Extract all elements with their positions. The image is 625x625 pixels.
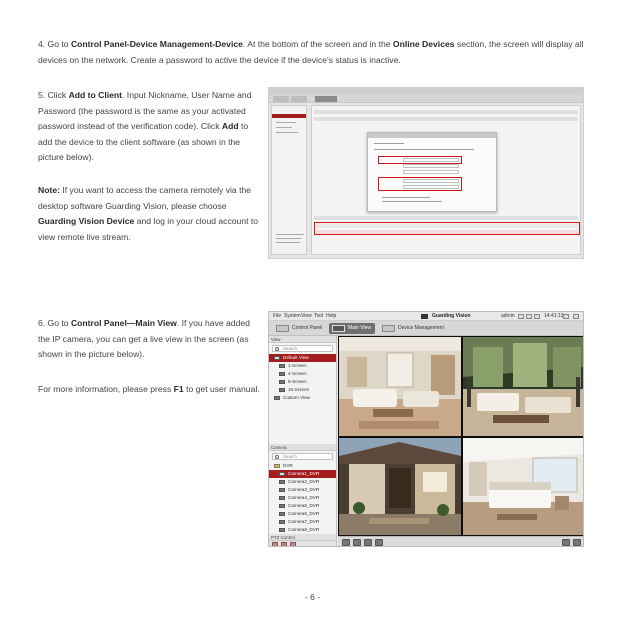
close-icon[interactable] — [573, 314, 579, 319]
user-label: admin — [501, 313, 515, 319]
camera-icon — [279, 520, 285, 524]
ptz-control-label: PTZ Control — [269, 534, 336, 541]
app-title: Guarding Vision — [432, 313, 471, 319]
menu-help[interactable]: Help — [326, 313, 337, 319]
tab-bar — [269, 95, 584, 103]
toolbar-icon[interactable] — [272, 542, 278, 547]
live-view-camera-3[interactable] — [339, 438, 461, 535]
add-device-dialog — [367, 132, 497, 212]
camera-icon — [279, 472, 285, 476]
camera-icon — [279, 496, 285, 500]
main-view-screenshot — [268, 311, 584, 547]
note-text: Note: If you want to access the camera remotely via the desktop software Guarding Vision, please choose Guarding Vision Device and log in your cloud account to view remote live stream. — [38, 185, 259, 242]
camera-item[interactable]: Camera2_DVR — [269, 478, 336, 486]
view-item-9-screen[interactable]: 9-Screen — [269, 378, 336, 386]
live-view-camera-2[interactable] — [463, 337, 584, 436]
note-label: Note: — [38, 185, 60, 195]
camera-item[interactable]: Camera5_DVR — [269, 502, 336, 510]
left-sidebar — [269, 336, 337, 547]
lock-icon[interactable] — [518, 314, 524, 319]
address-field[interactable] — [403, 164, 459, 168]
sidebar-toolbar — [269, 540, 336, 547]
app-logo-icon — [421, 314, 428, 319]
search-icon — [275, 455, 279, 459]
camera-icon — [279, 480, 285, 484]
camera-icon — [279, 512, 285, 516]
window-layout-icon[interactable] — [562, 539, 570, 546]
screen-layout-icon — [279, 364, 285, 368]
folder-icon — [274, 396, 280, 400]
camera-icon — [279, 528, 285, 532]
main-view-path: Control Panel—Main View — [70, 318, 177, 328]
live-view-camera-1[interactable] — [339, 337, 461, 436]
window-titlebar — [269, 88, 584, 95]
capture-icon[interactable] — [353, 539, 361, 546]
toolbar-icon[interactable] — [290, 542, 296, 547]
camera-icon — [279, 488, 285, 492]
view-search-input[interactable]: Search — [272, 345, 333, 352]
monitor-icon[interactable] — [526, 314, 532, 319]
view-item-1-screen[interactable]: 1-Screen — [269, 362, 336, 370]
tab — [315, 96, 337, 102]
step-6-text: 6. Go to Control Panel—Main View. If you have added the IP camera, you can get a live view in the screen (as shown in the picture below). — [38, 318, 250, 360]
view-item-custom[interactable]: Custom View — [269, 394, 336, 402]
camera-item[interactable]: Camera4_DVR — [269, 494, 336, 502]
menu-view[interactable]: View — [301, 313, 312, 319]
port-field[interactable] — [403, 170, 459, 174]
folder-icon — [274, 356, 280, 360]
camera-search-input[interactable]: Search — [272, 453, 333, 460]
selected-node — [272, 114, 306, 118]
control-panel-device-path: Control Panel-Device Management-Device — [70, 39, 243, 49]
fullscreen-icon[interactable] — [573, 539, 581, 546]
add-to-client-label: Add to Client — [68, 90, 123, 100]
camera-panel-title: Camera — [269, 444, 336, 451]
online-devices-highlight — [314, 222, 580, 235]
screen-layout-icon — [279, 388, 285, 392]
camera-icon — [279, 504, 285, 508]
tab — [291, 96, 307, 102]
menu-tool[interactable]: Tool — [314, 313, 324, 319]
view-item-4-screen[interactable]: 4-Screen — [269, 370, 336, 378]
view-item-default[interactable]: Default View — [269, 354, 336, 362]
camera-item[interactable]: Camera6_DVR — [269, 510, 336, 518]
screen-layout-icon — [279, 380, 285, 384]
camera-group-dvr[interactable]: DVR — [269, 462, 336, 470]
menu-bar — [269, 312, 584, 321]
camera-item[interactable]: Camera3_DVR — [269, 486, 336, 494]
menu-system[interactable]: System — [284, 313, 301, 319]
page-number: - 6 - — [304, 592, 321, 602]
main-tab-bar — [269, 321, 584, 336]
credentials-highlight — [378, 177, 462, 191]
minimize-icon[interactable] — [563, 314, 569, 319]
camera-item[interactable]: Camera7_DVR — [269, 518, 336, 526]
device-list-panel — [311, 105, 581, 255]
camera-item[interactable]: Camera1_DVR — [269, 470, 336, 478]
stop-all-icon[interactable] — [342, 539, 350, 546]
tab-main-view[interactable]: Main View — [329, 323, 375, 334]
device-management-icon — [382, 325, 395, 332]
screen-layout-icon — [279, 372, 285, 376]
step-5-text: 5. Click Add to Client. Input Nickname, User Name and Password (the password is the same as your activated password instead of the verification code). Click Add to add the device to the client software (as shown in the picture below). — [38, 90, 252, 163]
add-label: Add — [221, 121, 239, 132]
main-view-icon — [332, 325, 345, 332]
calendar-icon[interactable] — [534, 314, 540, 319]
folder-icon — [274, 464, 280, 468]
live-view-grid — [338, 336, 584, 536]
live-view-camera-4[interactable] — [463, 438, 584, 535]
f1-key-label: F1 — [173, 384, 184, 394]
tab-control-panel[interactable]: Control Panel — [273, 323, 325, 334]
camera-item[interactable]: Camera8_DVR — [269, 526, 336, 534]
clock-time: 14:41:13 — [544, 313, 564, 319]
toolbar-icon[interactable] — [281, 542, 287, 547]
tab-device-management[interactable]: Device Management — [379, 323, 449, 334]
more-info-text: For more information, please press F1 to get user manual. — [38, 384, 260, 394]
control-panel-icon — [276, 325, 289, 332]
tab — [273, 96, 289, 102]
live-view-toolbar — [338, 536, 584, 547]
device-management-screenshot — [268, 87, 584, 259]
online-devices-label: Online Devices — [392, 39, 455, 49]
record-icon[interactable] — [364, 539, 372, 546]
device-tree-panel — [271, 105, 307, 255]
search-icon — [275, 347, 279, 351]
step-4-text: 4. Go to Control Panel-Device Management-Device. At the bottom of the screen and in the Online Devices section, the screen will display all devices on the network. Create a password to active the device if the device's status is inactive. — [38, 39, 584, 65]
audio-icon[interactable] — [375, 539, 383, 546]
view-panel-title: View — [269, 336, 336, 343]
menu-file[interactable]: File — [273, 313, 282, 319]
guarding-vision-device-label: Guarding Vision Device — [38, 216, 135, 227]
view-item-16-screen[interactable]: 16-Screen — [269, 386, 336, 394]
nickname-highlight — [378, 156, 462, 164]
